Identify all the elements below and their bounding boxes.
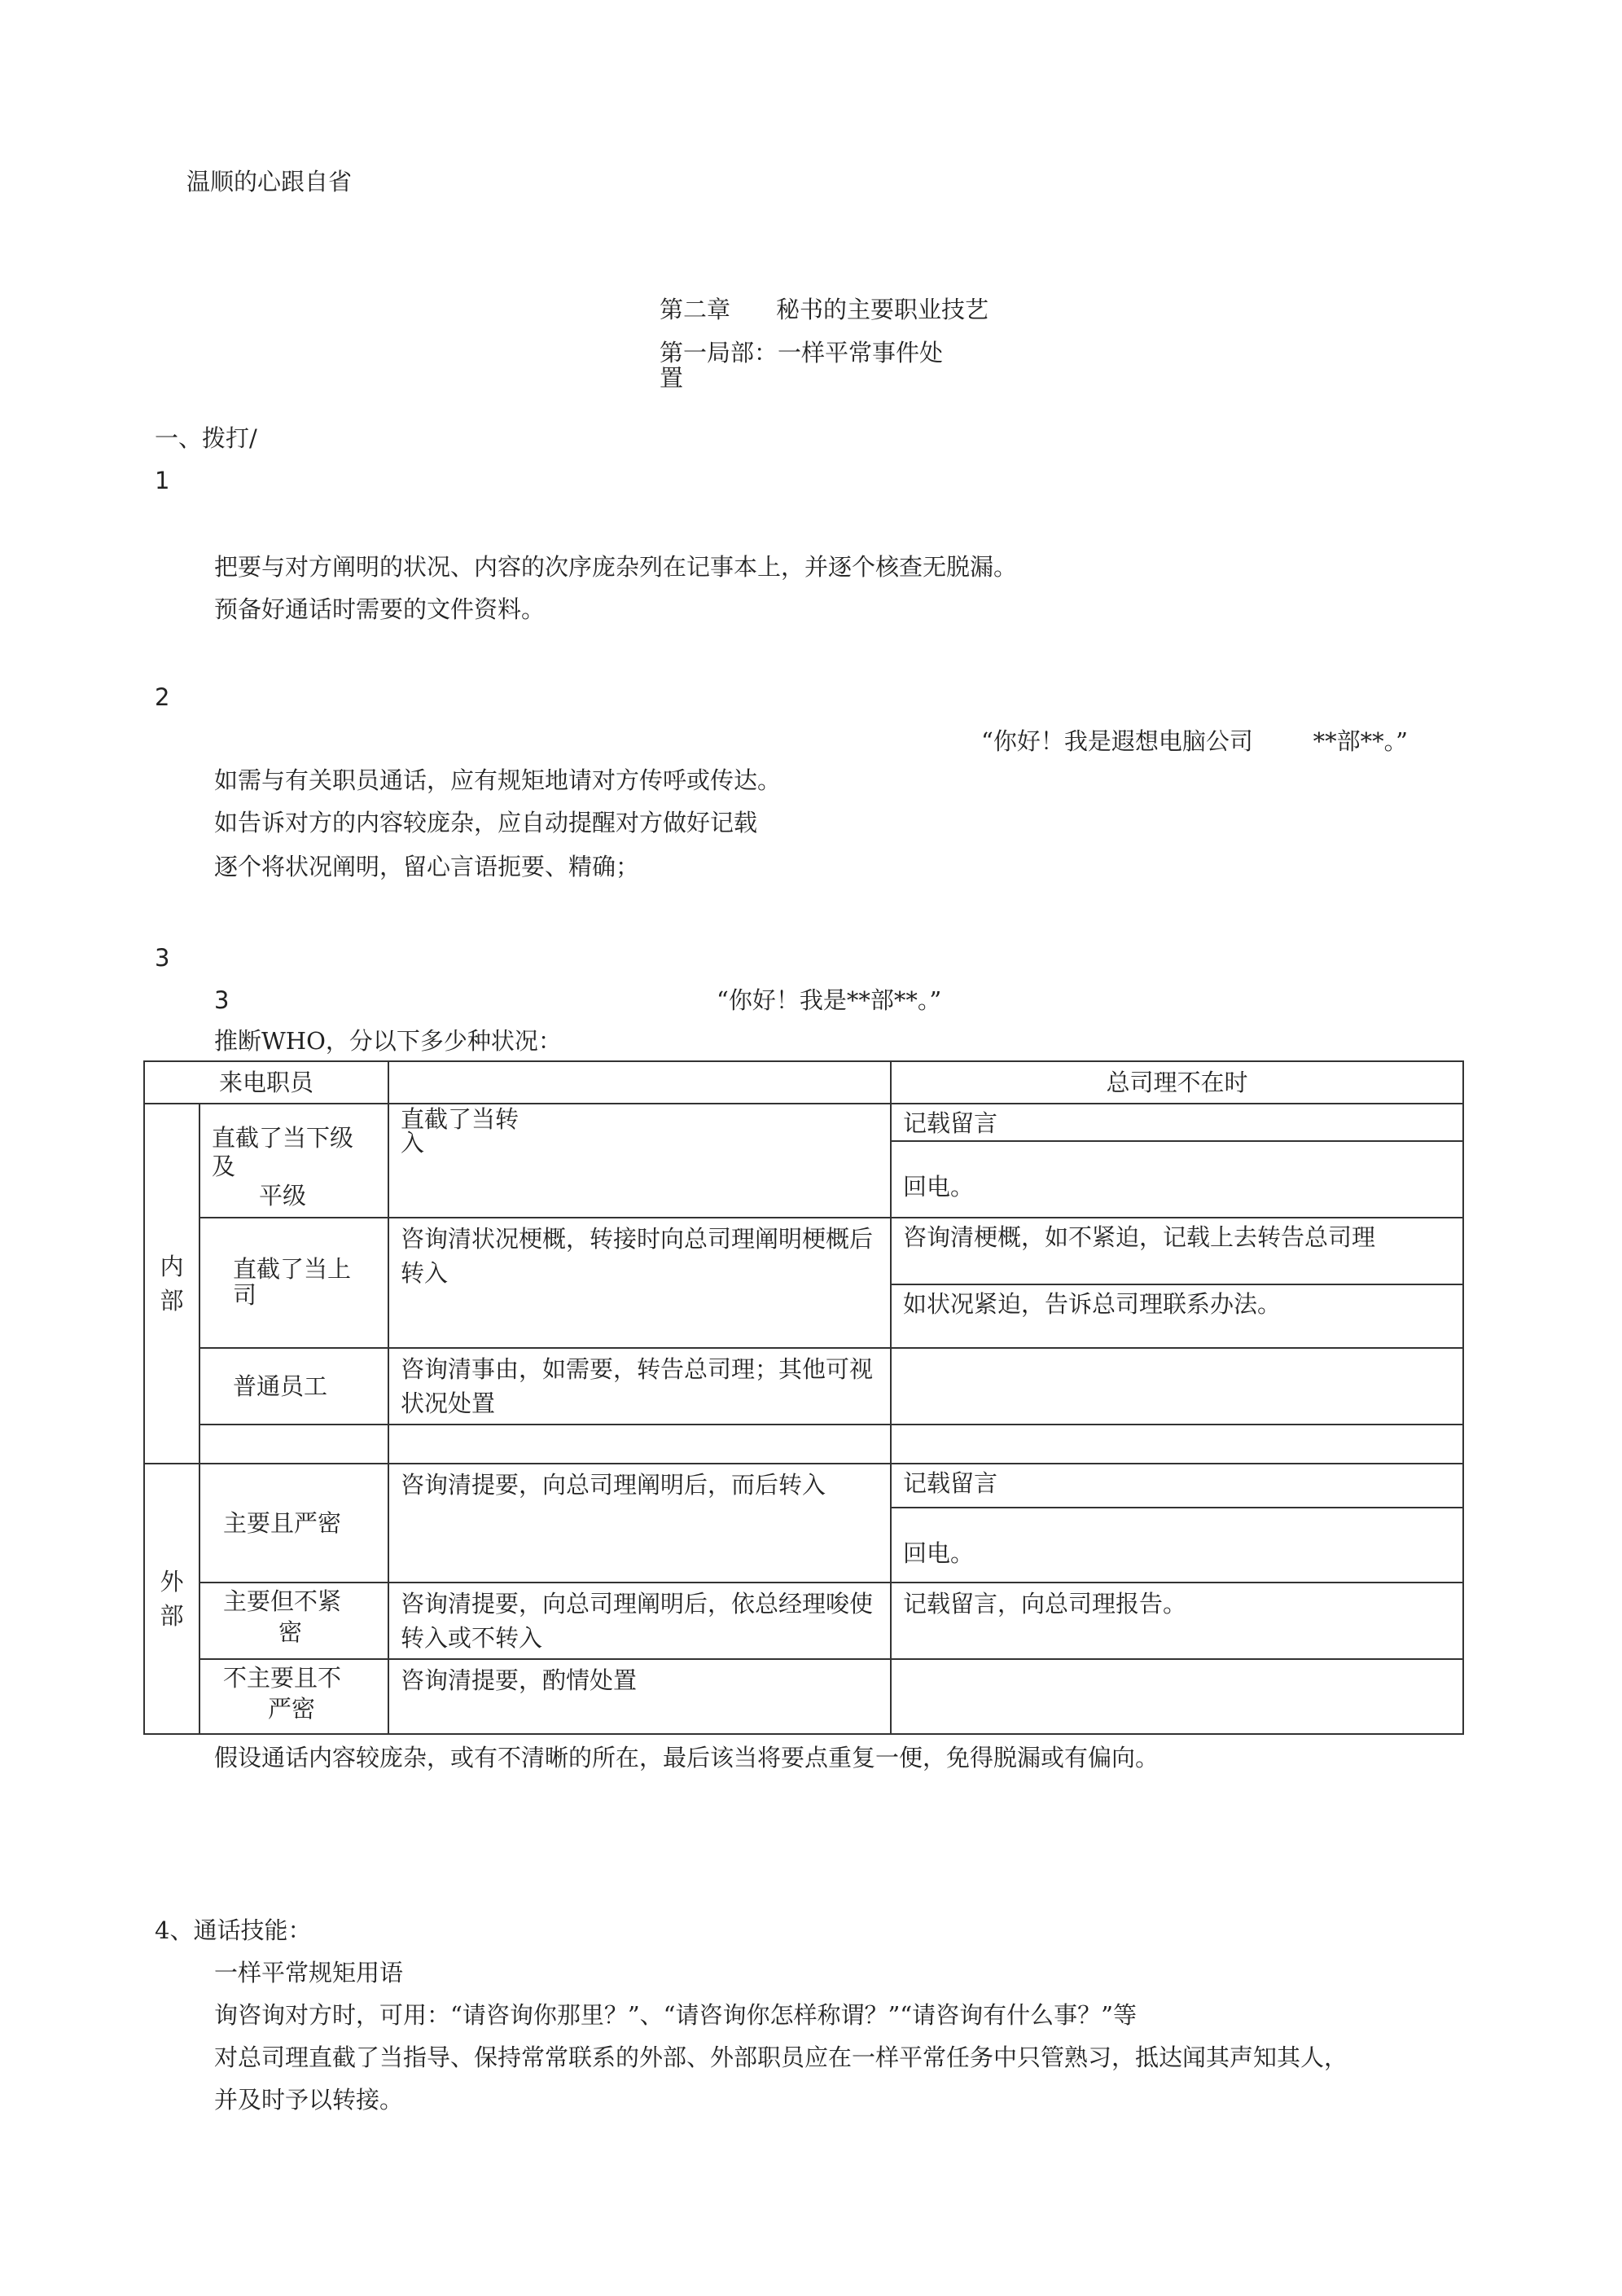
- part-number-3: 3: [155, 944, 170, 972]
- caller-not-important: 不主要且不 严密: [199, 1659, 388, 1734]
- part3-greeting: “你好！我是**部**。”: [717, 986, 942, 1014]
- caller-subordinate: 直截了当下级 及 平级: [199, 1104, 388, 1218]
- running-header: 温顺的心跟自省: [186, 168, 353, 195]
- empty-cell: [199, 1425, 388, 1464]
- absent-important-not-close: 记载留言，向总司理报告。: [891, 1583, 1463, 1659]
- chapter-title: 秘书的主要职业技艺: [776, 296, 989, 323]
- part2-greeting: “你好！我是遐想电脑公司 **部**。”: [981, 727, 1408, 755]
- after-table-note: 假设通话内容较庞杂，或有不清晰的所在，最后该当将要点重复一便，免得脱漏或有偏向。: [214, 1744, 1160, 1771]
- header-middle: [388, 1061, 891, 1104]
- call-handling-table: [143, 1060, 1464, 1735]
- absent-important-close: 记载留言 回电。: [891, 1464, 1463, 1583]
- caller-superior: 直截了当上 司: [199, 1218, 388, 1348]
- part2-line3: 逐个将状况阐明，留心言语扼要、精确；: [214, 853, 640, 880]
- table-row-empty: [144, 1425, 1463, 1464]
- internal-label-top: 内: [160, 1253, 184, 1281]
- part1-line1: 把要与对方阐明的状况、内容的次序庞杂列在记事本上，并逐个核查无脱漏。: [214, 553, 1018, 581]
- table-row: [144, 1464, 1463, 1583]
- internal-label: [144, 1104, 199, 1464]
- section4-line4: 并及时予以转接。: [214, 2086, 404, 2114]
- section4-line3: 对总司理直截了当指导、保持常常联系的外部、外部职员应在一样平常任务中只管熟习，抵达闻其声知其人，: [214, 2044, 1348, 2071]
- absent-employee: [891, 1348, 1463, 1425]
- table-header-row: [144, 1061, 1463, 1104]
- external-label: [144, 1464, 199, 1734]
- table-row: [144, 1218, 1463, 1348]
- action-subordinate: 直截了当转 入: [388, 1104, 891, 1218]
- part-number-1: 1: [155, 467, 170, 494]
- section-title-line1: 第一局部：一样平常事件处: [660, 339, 944, 367]
- empty-cell: [891, 1425, 1463, 1464]
- table-row: [144, 1348, 1463, 1425]
- part1-line2: 预备好通话时需要的文件资料。: [214, 595, 546, 623]
- part3-intro: 推断WHO，分以下多少种状况：: [214, 1027, 562, 1055]
- chapter-number: 第二章: [660, 296, 731, 323]
- action-important-close: 咨询清提要，向总司理阐明后，而后转入: [388, 1464, 891, 1583]
- absent-superior: 咨询清梗概，如不紧迫，记载上去转告总司理 如状况紧迫，告诉总司理联系办法。: [891, 1218, 1463, 1348]
- empty-cell: [388, 1425, 891, 1464]
- caller-important-not-close: 主要但不紧 密: [199, 1583, 388, 1659]
- part2-line2: 如告诉对方的内容较庞杂，应自动提醒对方做好记载: [214, 809, 758, 836]
- section4-heading: 4、通话技能：: [155, 1916, 312, 1944]
- absent-not-important: [891, 1659, 1463, 1734]
- section-heading: 一、拨打/: [155, 424, 257, 452]
- part3-sub-number: 3: [214, 986, 230, 1014]
- external-label-bottom: 部: [160, 1602, 184, 1631]
- action-not-important: 咨询清提要，酌情处置: [388, 1659, 891, 1734]
- table-row: [144, 1104, 1463, 1218]
- action-employee: 咨询清事由，如需要，转告总司理；其他可视状况处置: [388, 1348, 891, 1425]
- external-label-top: 外: [160, 1568, 184, 1596]
- header-caller: 来电职员: [144, 1061, 388, 1104]
- section-title-line2: 置: [660, 364, 684, 392]
- internal-label-bottom: 部: [160, 1287, 184, 1315]
- part-number-2: 2: [155, 683, 170, 711]
- absent-subordinate: 记载留言 回电。: [891, 1104, 1463, 1218]
- table-row: [144, 1583, 1463, 1659]
- caller-important-close: 主要且严密: [199, 1464, 388, 1583]
- section4-line2: 询咨询对方时，可用：“请咨询你那里？”、“请咨询你怎样称谓？”“请咨询有什么事？”等: [214, 2001, 1137, 2029]
- caller-employee: 普通员工: [199, 1348, 388, 1425]
- section4-line1: 一样平常规矩用语: [214, 1959, 404, 1987]
- part2-line1: 如需与有关职员通话，应有规矩地请对方传呼或传达。: [214, 766, 782, 794]
- action-superior: 咨询清状况梗概，转接时向总司理阐明梗概后转入: [388, 1218, 891, 1348]
- header-absent: 总司理不在时: [891, 1061, 1463, 1104]
- action-important-not-close: 咨询清提要，向总司理阐明后，依总经理唆使转入或不转入: [388, 1583, 891, 1659]
- table-row: [144, 1659, 1463, 1734]
